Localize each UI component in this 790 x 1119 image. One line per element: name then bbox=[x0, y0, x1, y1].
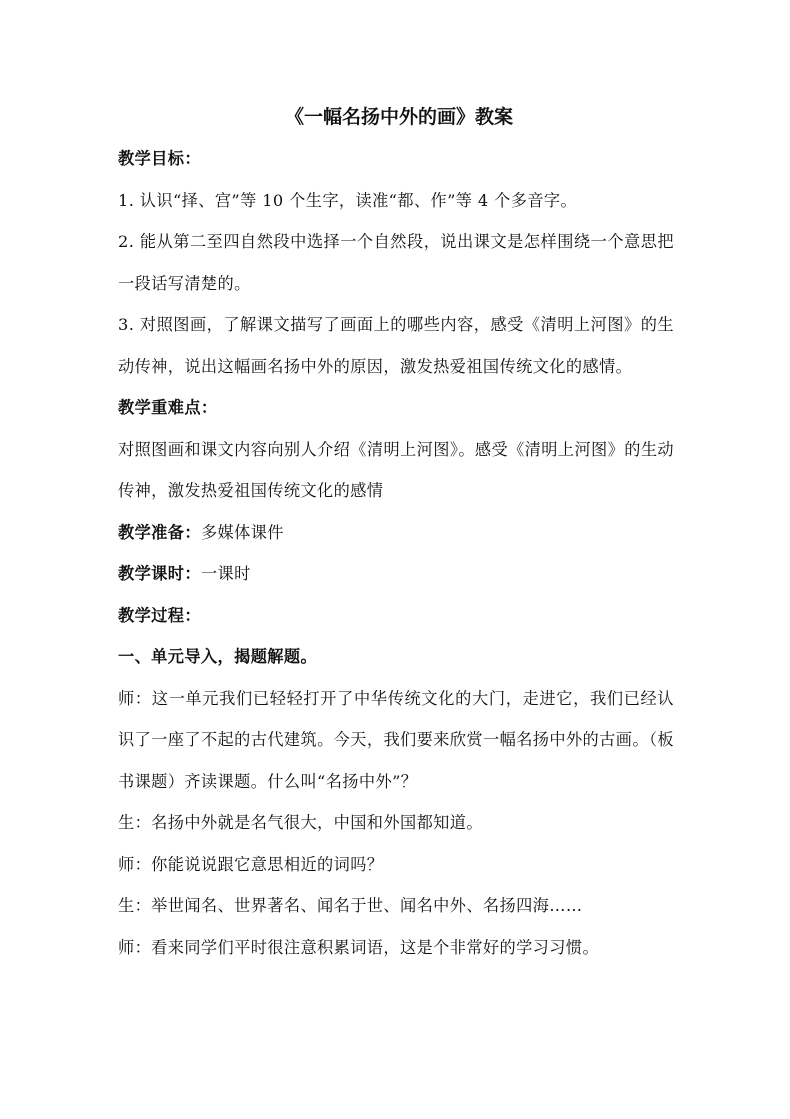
objective-item-1: 1. 认识“择、宫”等 10 个生字，读准“都、作”等 4 个多音字。 bbox=[118, 190, 578, 210]
objective-item-2: 2. 能从第二至四自然段中选择一个自然段，说出课文是怎样围绕一个意思把一段话写清楚的。 bbox=[118, 232, 674, 293]
period-value: 一课时 bbox=[200, 564, 251, 583]
period-label: 教学课时： bbox=[118, 564, 201, 583]
document-body bbox=[118, 96, 674, 968]
dialogue-line-4: 生：举世闻名、世界著名、闻名于世、闻名中外、名扬四海…… bbox=[118, 896, 583, 915]
preparation-value: 多媒体课件 bbox=[200, 522, 284, 542]
preparation-label: 教学准备： bbox=[118, 522, 201, 542]
key-points-text: 对照图画和课文内容向别人介绍《清明上河图》。感受《清明上河图》的生动传神，激发热爱祖国传统文化的感情 bbox=[118, 439, 674, 500]
dialogue-line-2: 生：名扬中外就是名气很大，中国和外国都知道。 bbox=[118, 813, 483, 832]
period-line bbox=[118, 553, 674, 595]
process-heading: 教学过程： bbox=[118, 605, 201, 625]
dialogue-line-3: 师：你能说说跟它意思相近的词吗？ bbox=[118, 854, 384, 874]
preparation-line bbox=[118, 512, 674, 554]
objectives-heading: 教学目标： bbox=[118, 149, 201, 168]
section-1-heading: 一、单元导入，揭题解题。 bbox=[118, 647, 318, 666]
dialogue-line-5: 师：看来同学们平时很注意积累词语，这是个非常好的学习习惯。 bbox=[118, 937, 600, 957]
key-points-heading: 教学重难点： bbox=[118, 398, 218, 417]
document-title: 《一幅名扬中外的画》教案 bbox=[284, 106, 513, 128]
dialogue-line-1: 师：这一单元我们已轻轻打开了中华传统文化的大门，走进它，我们已经认识了一座了不起的古代建筑。今天，我们要来欣赏一幅名扬中外的古画。（板书课题）齐读课题。什么叫“名扬中外”？ bbox=[118, 688, 674, 791]
objective-item-3: 3. 对照图画，了解课文描写了画面上的哪些内容，感受《清明上河图》的生动传神，说出这幅画名扬中外的原因，激发热爱祖国传统文化的感情。 bbox=[118, 315, 674, 376]
